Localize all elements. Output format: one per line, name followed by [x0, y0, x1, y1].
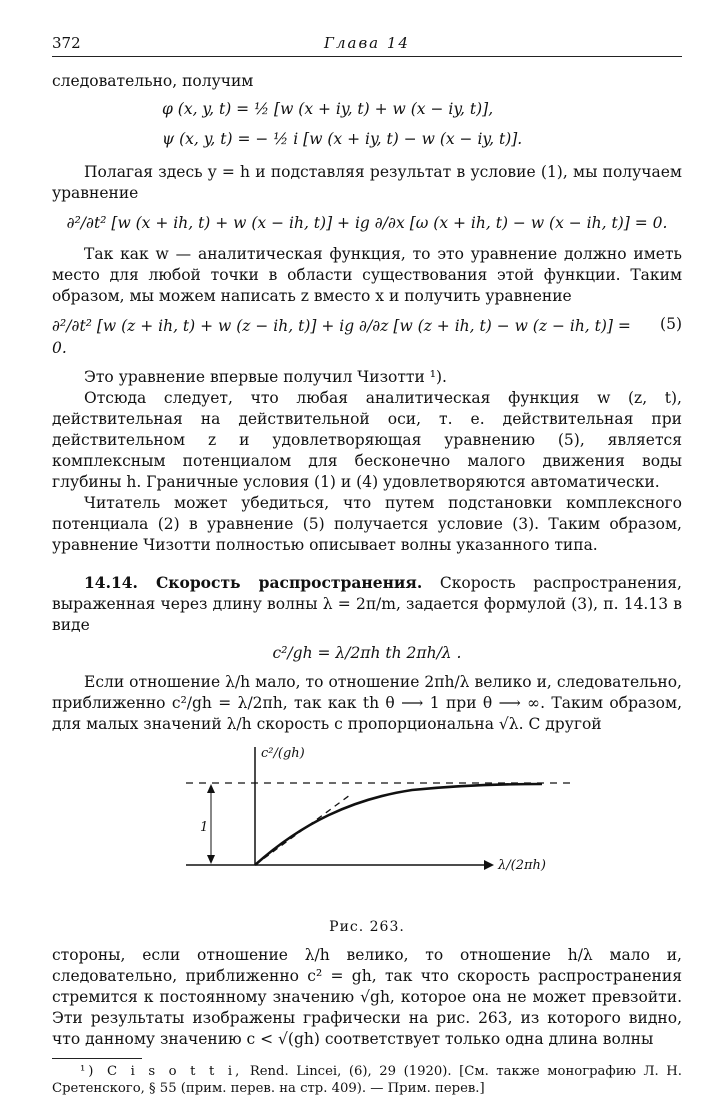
level-label: 1	[200, 820, 209, 835]
section-text: Скорость распространения, выраженная через длину волны λ = 2π/m, задается формулой (3), п. 14.13 в виде	[52, 574, 682, 634]
figure-caption: Рис. 263.	[329, 919, 405, 935]
paragraph-3: Это уравнение впервые получил Чизотти ¹).	[84, 368, 447, 386]
y-axis-label: c²/(gh)	[261, 746, 305, 761]
equation-psi: ψ (x, y, t) = − ½ i [w (x + iy, t) − w (x − iy, t)].	[162, 130, 523, 148]
page-number: 372	[52, 34, 81, 52]
dispersion-curve	[255, 784, 542, 865]
paragraph-7: стороны, если отношение λ/h велико, то отношение h/λ мало и, следовательно, приближенно c² = gh, так что скорость распространения стремится к постоянному значению √gh, которое она не может превзойти. Эти результаты изображены графически на рис. 263, из которого видно, что данному значению c < √(gh) соответствует только одна длина волны	[52, 946, 682, 1048]
section-14-14	[52, 572, 682, 636]
paragraph-6: Если отношение λ/h мало, то отношение 2πh/λ велико и, следовательно, приближенно c²/gh = λ/2πh, так как th θ ⟶ 1 при θ ⟶ ∞. Таким образом, для малых значений λ/h скорость c пропорциональна √λ. С другой	[52, 673, 682, 733]
paragraph-2: Так как w — аналитическая функция, то это уравнение должно иметь место для любой точки в области существования этой функции. Таким образом, мы можем написать z вместо x и получить уравнение	[52, 245, 682, 305]
intro-text: следовательно, получим	[52, 72, 254, 90]
page	[52, 32, 682, 1097]
equation-phi: φ (x, y, t) = ½ [w (x + iy, t) + w (x − iy, t)],	[162, 100, 494, 118]
paragraph-1: Полагая здесь y = h и подставляя результат в условие (1), мы получаем уравнение	[52, 163, 682, 202]
footnote-rule	[52, 1058, 142, 1059]
equation-5-number: (5)	[660, 315, 682, 333]
paragraph-5: Читатель может убедиться, что путем подстановки комплексного потенциала (2) в уравнение (5) получается условие (3). Таким образом, уравнение Чизотти полностью описывает волны указанного типа.	[52, 494, 682, 554]
section-title: 14.14. Скорость распространения.	[84, 573, 423, 592]
equation-5-line	[52, 315, 682, 359]
equation-c: c²/gh = λ/2πh th 2πh/λ .	[272, 644, 462, 662]
figure-263	[52, 743, 682, 915]
x-axis-arrow	[484, 860, 494, 870]
x-axis-label: λ/(2πh)	[498, 858, 546, 873]
footnote	[52, 1063, 682, 1097]
figure-plot	[52, 743, 682, 915]
paragraph-4: Отсюда следует, что любая аналитическая функция w (z, t), действительная на действительной оси, т. е. действительная при действительном z и удовлетворяющая уравнению (5), является комплексным потенциалом для бесконечно малого движения воды глубины h. Граничные условия (1) и (4) удовлетворяются автоматически.	[52, 389, 682, 491]
equation-5: ∂²/∂t² [w (z + ih, t) + w (z − ih, t)] + ig ∂/∂z [w (z + ih, t) − w (z − ih, t)] = 0.	[52, 317, 631, 357]
running-title: Глава 14	[324, 34, 410, 52]
running-header	[52, 32, 682, 57]
dimension-arrow-bottom	[207, 855, 215, 864]
equation-h: ∂²/∂t² [w (x + ih, t) + w (x − ih, t)] + ig ∂/∂x [ω (x + ih, t) − w (x − ih, t)] = 0.	[66, 214, 668, 232]
footnote-author: ¹) C i s o t t i,	[80, 1064, 243, 1079]
dimension-arrow-top	[207, 784, 215, 793]
footnote-text: Rend. Lincei, (6), 29 (1920). [См. также монографию Л. Н. Сретенского, § 55 (прим. перев. на стр. 409). — Прим. перев.]	[52, 1064, 682, 1096]
